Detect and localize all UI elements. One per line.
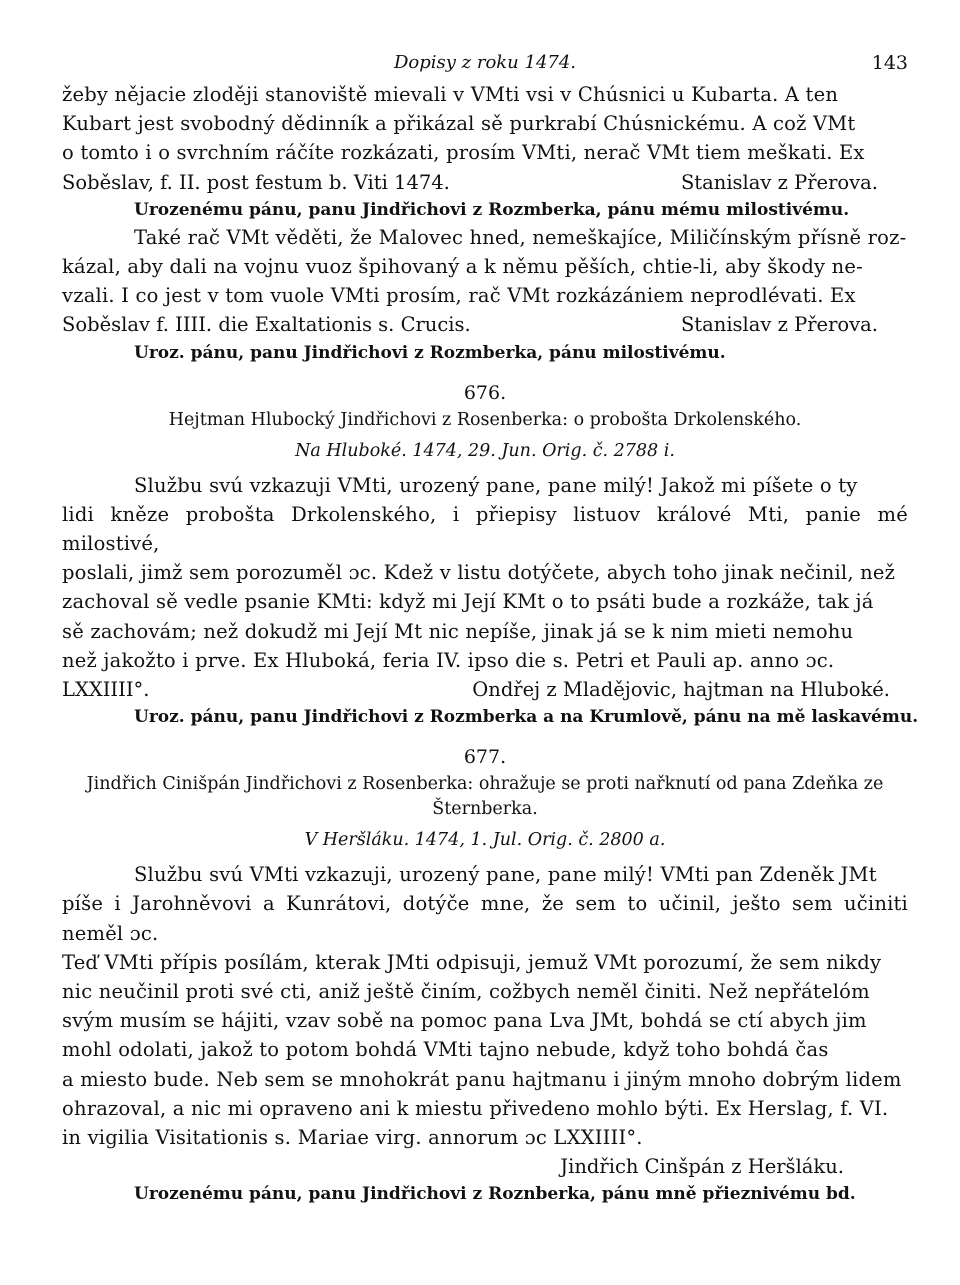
text-line: Kubart jest svobodný dědinník a přikázal sě purkrabí Chúsnickému. A což VMt <box>62 112 856 136</box>
text-line: vzali. I co jest v tom vuole VMti prosím, rač VMt rozkázániem neprodlévati. Ex <box>62 284 856 308</box>
document-number: 677. <box>463 746 507 769</box>
document-676 <box>62 380 919 731</box>
text-line: žeby nějacie zloději stanoviště mievali v VMti vsi v Chúsnici u Kubarta. A ten <box>62 83 839 106</box>
text-line: zachoval sě vedle psanie KMti: když mi Její KMt o to psáti bude a rozkáže, tak já <box>62 590 874 614</box>
text-line: než jakožto i prve. Ex Hluboká, feria IV. ipso die s. Petri et Pauli ap. anno ɔc. <box>62 648 835 672</box>
document-place-date: V Heršláku. 1474, 1. Jul. Orig. č. 2800 a. <box>304 830 666 851</box>
text-line: mohl odolati, jakož to potom bohdá VMti tajno nebude, když toho bohdá čas <box>62 1038 829 1062</box>
text-line: svým musím se hájiti, vzav sobě na pomoc pana Lva JMt, bohdá se ctí abych jim <box>62 1009 867 1033</box>
text-line: Také rač VMt věděti, že Malovec hned, nemeškajíce, Miličínským přísně roz- <box>134 225 907 249</box>
dateline <box>62 310 908 339</box>
document-number: 676. <box>463 381 507 404</box>
document-place-date: Na Hluboké. 1474, 29. Jun. Orig. č. 2788 i. <box>295 440 675 461</box>
document-title: Jindřich Cinišpán Jindřichovi z Rosenberka: ohražuje se proti nařknutí od pana Zdeňka ze <box>86 774 884 795</box>
date-year: LXXIIII°. <box>62 678 150 702</box>
document-677 <box>62 744 908 1207</box>
document-title-continued: Šternberka. <box>432 799 538 820</box>
text-line: nic neučinil proti své cti, aniž ještě činím, cožbych neměl činiti. Než nepřátelóm <box>62 980 870 1004</box>
dateline <box>62 675 908 704</box>
address: Urozenému pánu, panu Jindřichovi z Rozmberka, pánu mému milostivému. <box>134 199 850 220</box>
document-page <box>62 52 919 1207</box>
letter-previous <box>62 80 908 223</box>
address: Uroz. pánu, panu Jindřichovi z Rozmberka, pánu milostivému. <box>134 342 726 363</box>
date-place: Soběslav, f. II. post festum b. Viti 1474. <box>62 170 450 194</box>
text-line: lidi kněze probošta Drkolenského, i přiepisy listuov králové Mti, panie mé milostivé, <box>62 502 908 555</box>
text-line: Teď VMti přípis posílám, kterak JMti odpisuji, jemuž VMt porozumí, že sem nikdy <box>62 950 882 974</box>
signature: Ondřej z Mladějovic, hajtman na Hluboké. <box>472 678 890 702</box>
text-line: in vigilia Visitationis s. Mariae virg. annorum ɔc LXXIIII°. <box>62 1126 643 1150</box>
postscript <box>62 223 908 366</box>
text-line: kázal, aby dali na vojnu vuoz špihovaný a k němu pěších, chtie-li, aby škody ne- <box>62 255 863 278</box>
address: Urozenému pánu, panu Jindřichovi z Roznberka, pánu mně přieznivému bd. <box>134 1184 856 1205</box>
text-line: ohrazoval, a nic mi opraveno ani k miestu přivedeno mohlo býti. Ex Herslag, f. VI. <box>62 1096 889 1120</box>
signature: Stanislav z Přerova. <box>680 170 878 194</box>
text-line: sě zachovám; než dokudž mi Její Mt nic nepíše, jinak já se k nim mieti nemohu <box>62 619 854 643</box>
signature: Stanislav z Přerova. <box>680 313 878 337</box>
text-line: Službu svú VMti vzkazuji, urozený pane, pane milý! VMti pan Zdeněk JMt <box>134 863 877 887</box>
text-line: Službu svú vzkazuji VMti, urozený pane, pane milý! Jakož mi píšete o ty <box>134 473 858 497</box>
dateline <box>62 168 908 197</box>
running-title: Dopisy z roku 1474. <box>393 52 577 73</box>
text-line: píše i Jarohněvovi a Kunrátovi, dotýče mne, že sem to učinil, ješto sem učiniti neměl ɔc. <box>62 892 908 945</box>
text-line: o tomto i o svrchním ráčíte rozkázati, prosím VMti, nerač VMt tiem meškati. Ex <box>62 141 865 165</box>
page-header <box>62 52 908 80</box>
date-place: Soběslav f. IIII. die Exaltationis s. Crucis. <box>62 313 471 337</box>
page-number: 143 <box>871 52 908 74</box>
text-line: a miesto bude. Neb sem se mnohokrát panu hajtmanu i jiným mnoho dobrým lidem <box>62 1067 902 1091</box>
document-title: Hejtman Hlubocký Jindřichovi z Rosenberka: o probošta Drkolenského. <box>168 409 802 430</box>
signature: Jindřich Cinšpán z Heršláku. <box>560 1155 844 1179</box>
address: Uroz. pánu, panu Jindřichovi z Rozmberka a na Krumlově, pánu na mě laskavému. <box>134 707 919 728</box>
text-line: poslali, jimž sem porozuměl ɔc. Kdež v listu dotýčete, abych toho jinak nečinil, než <box>62 561 896 585</box>
